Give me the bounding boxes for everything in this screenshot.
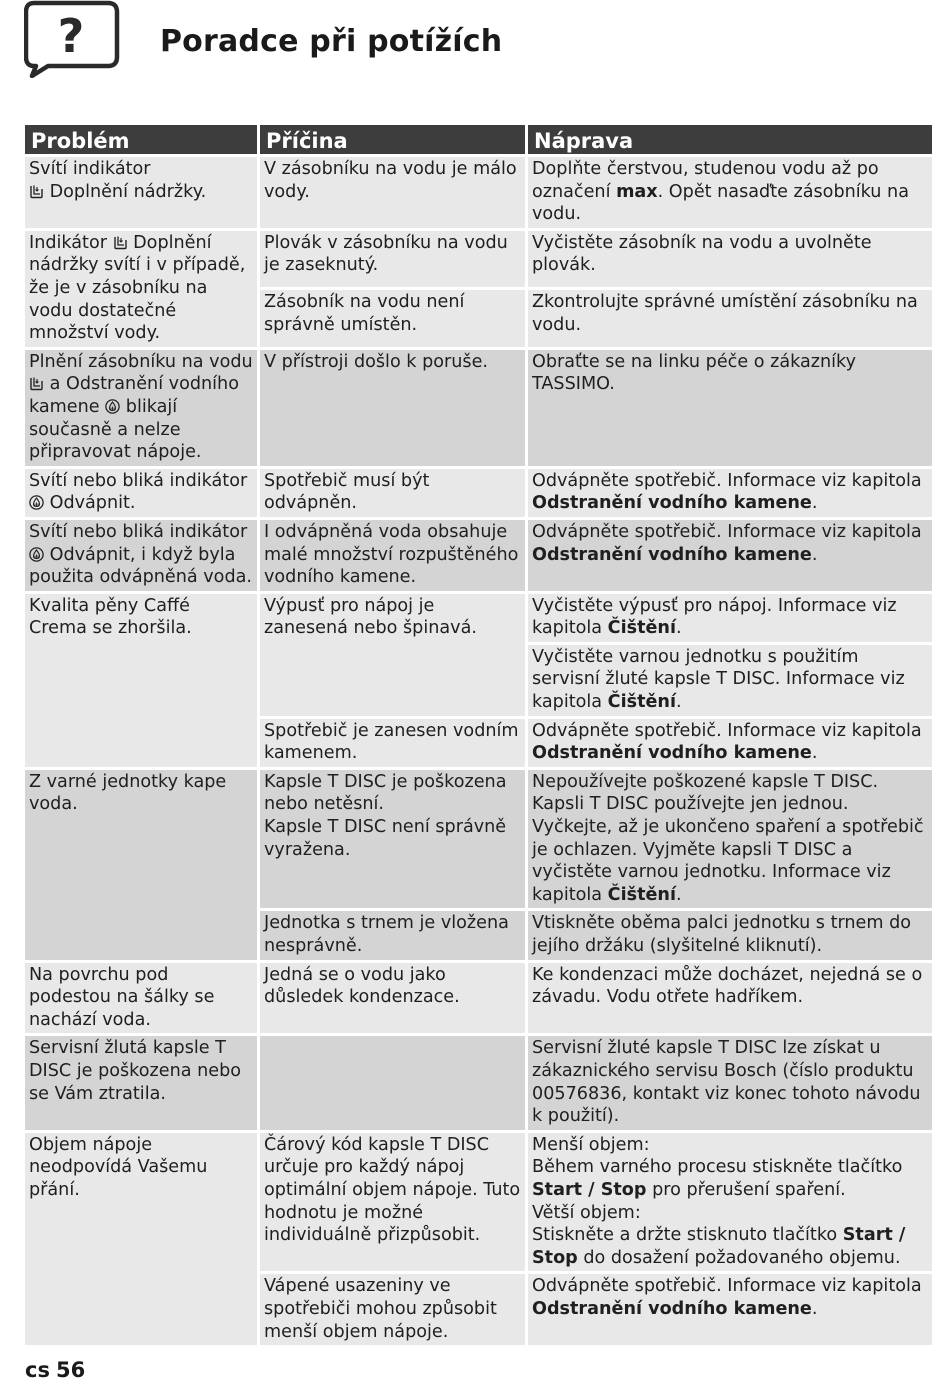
remedy-cell bbox=[528, 157, 932, 231]
text-run: Vyčistěte varnou jednotku s použitím servisní žluté kapsle T DISC. Informace viz kapitola bbox=[532, 646, 905, 713]
remedy-cell bbox=[528, 290, 932, 349]
bold-reference: max bbox=[616, 181, 658, 202]
remedy-cell bbox=[528, 350, 932, 469]
text-run: Svítí indikátor bbox=[29, 159, 151, 179]
remedy-text bbox=[532, 965, 922, 1008]
remedy-cell bbox=[528, 1133, 932, 1275]
table-row bbox=[25, 963, 932, 1037]
bold-reference: Odstranění vodního kamene bbox=[532, 743, 812, 764]
page-title: Poradce při potížích bbox=[160, 24, 503, 59]
cause-cell bbox=[260, 469, 528, 520]
table-row bbox=[25, 350, 932, 469]
table-row bbox=[25, 1133, 932, 1275]
cause-text bbox=[264, 522, 518, 587]
problem-cell bbox=[25, 1036, 260, 1132]
table-row bbox=[25, 231, 932, 290]
troubleshooting-table bbox=[25, 125, 932, 1348]
text-run: Odvápnit, i když byla použita odvápněná voda. bbox=[29, 544, 252, 588]
text-run: I odvápněná voda obsahuje malé množství rozpuštěného vodního kamene. bbox=[264, 521, 519, 588]
remedy-cell bbox=[528, 231, 932, 290]
text-run: Jedná se o vodu jako důsledek kondenzace. bbox=[264, 964, 460, 1008]
problem-text bbox=[29, 965, 214, 1030]
remedy-text bbox=[532, 596, 897, 639]
remedy-text bbox=[532, 1135, 905, 1268]
cause-cell bbox=[260, 1036, 528, 1132]
cause-cell bbox=[260, 594, 528, 719]
cause-cell bbox=[260, 963, 528, 1037]
cause-cell bbox=[260, 350, 528, 469]
descale-icon bbox=[105, 397, 120, 417]
problem-text bbox=[29, 471, 247, 514]
text-run: V zásobníku na vodu je málo vody. bbox=[264, 159, 517, 202]
question-bubble-icon bbox=[24, 0, 120, 78]
bold-reference: Čištění bbox=[607, 618, 676, 639]
remedy-cell bbox=[528, 719, 932, 770]
bold-reference: Start / Stop bbox=[532, 1179, 647, 1200]
text-run: Nepoužívejte poškozené kapsle T DISC. Kapsli T DISC používejte jen jednou. Vyčkejte, až je ukončeno spaření a spotřebič je ochlazen. Vyjměte kapsli T DISC a vyčistěte varnou jednotku. Informace viz kapitola bbox=[532, 771, 924, 905]
descale-icon bbox=[29, 493, 44, 513]
remedy-text bbox=[532, 1038, 921, 1126]
cause-text bbox=[264, 1135, 520, 1245]
cause-cell bbox=[260, 1274, 528, 1348]
text-run: Servisní žlutá kapsle T DISC je poškozena nebo se Vám ztratila. bbox=[29, 1038, 242, 1104]
cause-text bbox=[264, 159, 517, 202]
problem-text bbox=[29, 1038, 241, 1103]
text-run: . bbox=[675, 884, 682, 905]
text-run: do dosažení požadovaného objemu. bbox=[577, 1247, 901, 1268]
text-run: Plovák v zásobníku na vodu je zaseknutý. bbox=[264, 232, 508, 276]
remedy-cell bbox=[528, 469, 932, 520]
cause-cell bbox=[260, 157, 528, 231]
text-run: Odvápněte spotřebič. Informace viz kapitola bbox=[532, 720, 922, 741]
text-run: Z varné jednotky kape voda. bbox=[29, 771, 227, 815]
problem-cell bbox=[25, 1133, 260, 1348]
text-run: Ke kondenzaci může docházet, nejedná se o závadu. Vodu otřete hadříkem. bbox=[532, 964, 923, 1008]
remedy-text bbox=[532, 159, 909, 224]
text-run: Na povrchu pod podestou na šálky se nachází voda. bbox=[29, 964, 215, 1030]
problem-cell bbox=[25, 157, 260, 231]
text-run: Spotřebič musí být odvápněn. bbox=[264, 470, 430, 514]
text-run: Odvápnit. bbox=[44, 493, 136, 514]
text-run: Menší objem: Během varného procesu stiskněte tlačítko bbox=[532, 1134, 903, 1178]
cause-cell bbox=[260, 911, 528, 962]
text-run: . bbox=[811, 544, 818, 565]
text-run: . bbox=[675, 692, 682, 713]
problem-text bbox=[29, 233, 245, 343]
svg-text:?: ? bbox=[57, 9, 85, 63]
problem-text bbox=[29, 522, 252, 587]
text-run: blikají současně a nelze připravovat nápoje. bbox=[29, 396, 202, 463]
page-header bbox=[0, 0, 950, 100]
table-row bbox=[25, 157, 932, 231]
text-run: Kvalita pěny Caffé Crema se zhoršila. bbox=[29, 595, 192, 639]
remedy-cell bbox=[528, 1274, 932, 1348]
text-run: Zásobník na vodu není správně umístěn. bbox=[264, 292, 465, 335]
table-row bbox=[25, 1036, 932, 1132]
text-run: Kapsle T DISC je poškozena nebo netěsní. Kapsle T DISC není správně vyražena. bbox=[264, 771, 507, 860]
bold-reference: Čištění bbox=[607, 884, 676, 905]
table-header-row bbox=[25, 125, 932, 157]
problem-text bbox=[29, 1135, 207, 1200]
remedy-text bbox=[532, 913, 911, 956]
problem-text bbox=[29, 772, 226, 815]
bold-reference: Start / Stop bbox=[532, 1225, 906, 1268]
cause-cell bbox=[260, 290, 528, 349]
cause-text bbox=[264, 1276, 497, 1341]
cause-text bbox=[264, 233, 508, 276]
column-header-problem: Problém bbox=[25, 125, 260, 157]
cause-text bbox=[264, 596, 477, 639]
cause-cell bbox=[260, 1133, 528, 1275]
cause-text bbox=[264, 913, 509, 956]
text-run: Svítí nebo bliká indikátor bbox=[29, 521, 248, 542]
cause-text bbox=[264, 352, 488, 372]
remedy-text bbox=[532, 233, 872, 276]
remedy-text bbox=[532, 772, 924, 905]
problem-text bbox=[29, 159, 206, 202]
text-run: Doplnění nádržky svítí i v případě, že je v zásobníku na vodu dostatečné množství vody. bbox=[29, 232, 246, 344]
table-row bbox=[25, 770, 932, 912]
cause-text bbox=[264, 772, 507, 860]
text-run: Indikátor bbox=[29, 232, 113, 253]
bold-reference: Odstranění vodního kamene bbox=[532, 544, 812, 565]
text-run: Vápené usazeniny ve spotřebiči mohou způsobit menší objem nápoje. bbox=[264, 1276, 497, 1342]
text-run: . bbox=[811, 1298, 818, 1319]
text-run: Vyčistěte zásobník na vodu a uvolněte plovák. bbox=[532, 232, 872, 276]
text-run: Spotřebič je zanesen vodním kamenem. bbox=[264, 720, 519, 764]
column-header-remedy: Náprava bbox=[528, 125, 932, 157]
text-run: Svítí nebo bliká indikátor bbox=[29, 470, 248, 491]
problem-cell bbox=[25, 963, 260, 1037]
text-run: Odvápněte spotřebič. Informace viz kapitola bbox=[532, 521, 922, 542]
problem-text bbox=[29, 352, 253, 462]
remedy-text bbox=[532, 471, 922, 514]
remedy-cell bbox=[528, 520, 932, 594]
remedy-cell bbox=[528, 911, 932, 962]
page-footer bbox=[25, 1358, 85, 1382]
text-run: Objem nápoje neodpovídá Vašemu přání. bbox=[29, 1134, 208, 1200]
cause-text bbox=[264, 471, 429, 514]
text-run: Doplňte čerstvou, studenou vodu až po označení bbox=[532, 159, 879, 202]
text-run: pro přerušení spaření. Větší objem: Stiskněte a držte stisknuto tlačítko bbox=[532, 1179, 846, 1246]
table-row bbox=[25, 594, 932, 645]
bold-reference: Odstranění vodního kamene bbox=[532, 493, 812, 514]
remedy-text bbox=[532, 1276, 922, 1319]
page-number: 56 bbox=[55, 1358, 86, 1382]
table-row bbox=[25, 469, 932, 520]
remedy-text bbox=[532, 352, 856, 395]
text-run: . bbox=[811, 493, 818, 514]
text-run: Doplnění nádržky. bbox=[44, 181, 207, 202]
text-run: Vtiskněte oběma palci jednotku s trnem do jejího držáku (slyšitelné kliknutí). bbox=[532, 913, 912, 956]
table-row bbox=[25, 520, 932, 594]
problem-text bbox=[29, 596, 192, 639]
remedy-text bbox=[532, 721, 922, 764]
remedy-text bbox=[532, 647, 905, 712]
cause-cell bbox=[260, 231, 528, 290]
cause-text bbox=[264, 965, 460, 1008]
text-run: . bbox=[811, 743, 818, 764]
problem-cell bbox=[25, 231, 260, 350]
text-run: Servisní žluté kapsle T DISC lze získat u zákaznického servisu Bosch (číslo produktu 00576836, kontakt viz konec tohoto návodu k použití). bbox=[532, 1038, 921, 1127]
problem-cell bbox=[25, 770, 260, 963]
remedy-cell bbox=[528, 645, 932, 719]
cause-text bbox=[264, 721, 519, 764]
water-tank-icon bbox=[29, 374, 44, 394]
text-run: Odvápněte spotřebič. Informace viz kapitola bbox=[532, 1276, 922, 1297]
language-code: cs bbox=[25, 1358, 50, 1382]
remedy-text bbox=[532, 292, 918, 335]
cause-cell bbox=[260, 770, 528, 912]
water-tank-icon bbox=[29, 182, 44, 202]
problem-cell bbox=[25, 469, 260, 520]
remedy-cell bbox=[528, 1036, 932, 1132]
text-run: Plnění zásobníku na vodu bbox=[29, 351, 253, 372]
remedy-text bbox=[532, 522, 922, 565]
text-run: . bbox=[675, 618, 682, 639]
column-header-cause: Příčina bbox=[260, 125, 528, 157]
cause-cell bbox=[260, 719, 528, 770]
text-run: Obraťte se na linku péče o zákazníky TASSIMO. bbox=[532, 351, 857, 395]
problem-cell bbox=[25, 520, 260, 594]
remedy-cell bbox=[528, 963, 932, 1037]
water-tank-icon bbox=[113, 233, 128, 253]
cause-text bbox=[264, 292, 464, 335]
text-run: V přístroji došlo k poruše. bbox=[264, 351, 488, 372]
bold-reference: Čištění bbox=[607, 692, 676, 713]
text-run: . Opět nasaďte zásobníku na vodu. bbox=[532, 181, 909, 225]
text-run: Vyčistěte výpusť pro nápoj. Informace viz kapitola bbox=[532, 595, 897, 639]
table-body bbox=[25, 157, 932, 1348]
remedy-cell bbox=[528, 770, 932, 912]
text-run: Jednotka s trnem je vložena nesprávně. bbox=[264, 913, 509, 956]
problem-cell bbox=[25, 594, 260, 770]
text-run: Čárový kód kapsle T DISC určuje pro každý nápoj optimální objem nápoje. Tuto hodnotu je možné individuálně přizpůsobit. bbox=[264, 1134, 521, 1246]
text-run: a Odstranění vodního kamene bbox=[29, 374, 239, 417]
remedy-cell bbox=[528, 594, 932, 645]
text-run: Výpusť pro nápoj je zanesená nebo špinavá. bbox=[264, 595, 477, 639]
bold-reference: Odstranění vodního kamene bbox=[532, 1298, 812, 1319]
text-run: Odvápněte spotřebič. Informace viz kapitola bbox=[532, 470, 922, 491]
descale-icon bbox=[29, 545, 44, 565]
text-run: Zkontrolujte správné umístění zásobníku na vodu. bbox=[532, 292, 918, 335]
cause-cell bbox=[260, 520, 528, 594]
problem-cell bbox=[25, 350, 260, 469]
